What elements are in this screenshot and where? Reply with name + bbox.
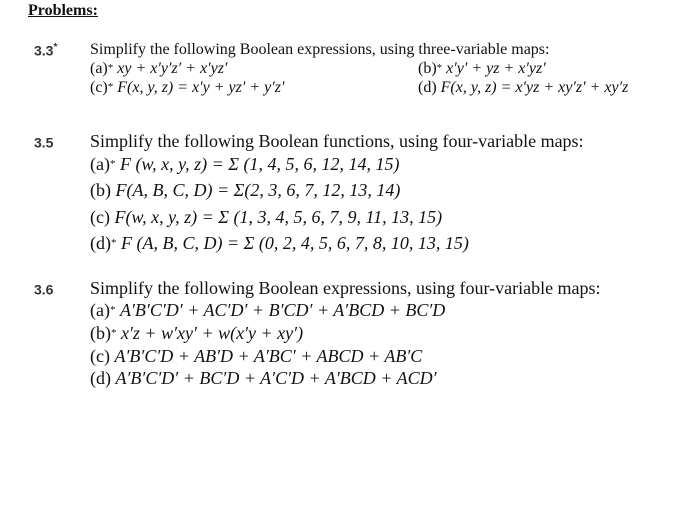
item-label: (c) xyxy=(90,207,110,227)
item-expression: F(A, B, C, D) = Σ(2, 3, 6, 7, 12, 13, 14) xyxy=(115,180,401,200)
problem-number-text: 3.6 xyxy=(34,281,54,298)
problem-item xyxy=(90,368,437,389)
item-label: (a) xyxy=(90,300,110,320)
problem-item xyxy=(90,233,469,254)
item-star: * xyxy=(107,62,114,74)
problem-item xyxy=(418,59,546,78)
item-expression: x′z + w′xy′ + w(x′y + xy′) xyxy=(121,323,304,343)
problem-item xyxy=(90,300,445,321)
problem-item xyxy=(90,346,422,367)
problem-number xyxy=(34,42,57,59)
item-label: (b) xyxy=(90,323,111,343)
item-star: * xyxy=(111,237,117,249)
item-label: (a) xyxy=(90,60,108,77)
item-star: * xyxy=(107,81,114,93)
problem-number-text: 3.5 xyxy=(34,134,54,151)
problem-number xyxy=(34,134,53,151)
item-label: (b) xyxy=(418,60,437,77)
item-label: (c) xyxy=(90,79,108,96)
item-expression: F (w, x, y, z) = Σ (1, 4, 5, 6, 12, 14, 15) xyxy=(119,154,400,174)
problem-item xyxy=(90,78,285,97)
item-star: * xyxy=(111,327,117,339)
item-expression: A′B′C′D′ + AC′D′ + B′CD′ + A′BCD + BC′D xyxy=(119,300,446,320)
item-expression: F (A, B, C, D) = Σ (0, 2, 4, 5, 6, 7, 8, 10, 13, 15) xyxy=(121,233,469,253)
item-label: (d) xyxy=(418,79,437,96)
problem-intro: Simplify the following Boolean expressions, using four-variable maps: xyxy=(90,278,601,298)
page-heading: Problems: xyxy=(28,2,98,19)
item-label: (c) xyxy=(90,346,110,366)
item-label: (b) xyxy=(90,180,111,200)
item-expression: F(x, y, z) = x′yz + xy′z′ + xy′z xyxy=(440,79,629,96)
problem-number-text: 3.3 xyxy=(34,42,54,59)
problem-item xyxy=(90,59,227,78)
item-expression: F(x, y, z) = x′y + yz′ + y′z′ xyxy=(117,79,285,96)
item-label: (a) xyxy=(90,154,110,174)
problem-intro: Simplify the following Boolean functions, using four-variable maps: xyxy=(90,131,584,151)
problem-item xyxy=(90,180,400,201)
item-expression: A′B′C′D′ + BC′D + A′C′D + A′BCD + ACD′ xyxy=(115,368,437,388)
problem-item xyxy=(90,154,399,175)
problem-item xyxy=(90,207,442,228)
item-star: * xyxy=(436,62,443,74)
item-expression: F(w, x, y, z) = Σ (1, 3, 4, 5, 6, 7, 9, 11, 13, 15) xyxy=(114,207,443,227)
problem-star: * xyxy=(53,42,58,53)
item-label: (d) xyxy=(90,368,111,388)
problem-item xyxy=(418,78,628,97)
problem-item xyxy=(90,323,303,344)
item-expression: A′B′C′D + AB′D + A′BC′ + ABCD + AB′C xyxy=(114,346,423,366)
problem-intro: Simplify the following Boolean expressions, using three-variable maps: xyxy=(90,41,550,58)
item-star: * xyxy=(109,304,116,316)
item-expression: xy + x′y′z′ + x′yz′ xyxy=(117,60,228,77)
item-star: * xyxy=(109,158,116,170)
item-label: (d) xyxy=(90,233,111,253)
problem-number xyxy=(34,281,53,298)
item-expression: x′y′ + yz + x′yz′ xyxy=(446,60,546,77)
